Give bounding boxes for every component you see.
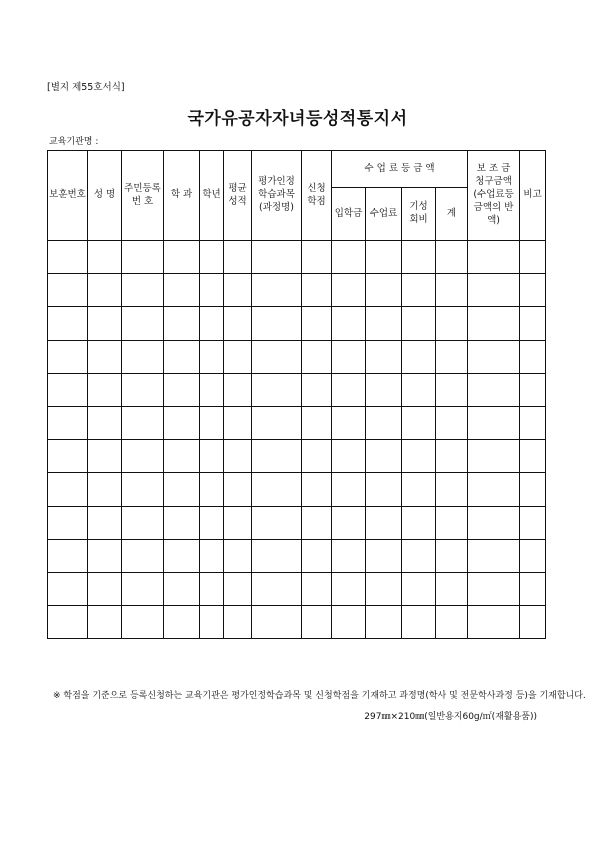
table-row xyxy=(48,572,546,605)
table-row xyxy=(48,539,546,572)
table-cell[interactable] xyxy=(252,572,302,605)
table-cell[interactable] xyxy=(122,440,164,473)
table-cell[interactable] xyxy=(366,241,402,274)
table-cell[interactable] xyxy=(252,539,302,572)
table-cell[interactable] xyxy=(302,539,332,572)
table-cell[interactable] xyxy=(122,274,164,307)
page-title: 국가유공자자녀등성적통지서 xyxy=(187,109,408,129)
table-cell[interactable] xyxy=(200,373,224,406)
table-cell[interactable] xyxy=(200,406,224,439)
table-cell[interactable] xyxy=(520,440,546,473)
table-cell[interactable] xyxy=(468,274,520,307)
table-cell[interactable] xyxy=(48,506,88,539)
table-cell[interactable] xyxy=(122,606,164,639)
table-cell[interactable] xyxy=(402,307,436,340)
table-cell[interactable] xyxy=(402,241,436,274)
table-cell[interactable] xyxy=(88,606,122,639)
table-cell[interactable] xyxy=(302,274,332,307)
table-cell[interactable] xyxy=(122,506,164,539)
table-cell[interactable] xyxy=(468,406,520,439)
table-cell[interactable] xyxy=(200,340,224,373)
table-cell[interactable] xyxy=(436,406,468,439)
header-admission-fee: 입학금 xyxy=(332,188,366,241)
table-cell[interactable] xyxy=(332,241,366,274)
table-cell[interactable] xyxy=(436,373,468,406)
table-cell[interactable] xyxy=(520,406,546,439)
table-cell[interactable] xyxy=(164,406,200,439)
table-cell[interactable] xyxy=(402,506,436,539)
table-cell[interactable] xyxy=(88,473,122,506)
table-cell[interactable] xyxy=(252,340,302,373)
table-cell[interactable] xyxy=(436,440,468,473)
table-cell[interactable] xyxy=(200,606,224,639)
table-cell[interactable] xyxy=(224,506,252,539)
table-cell[interactable] xyxy=(366,340,402,373)
table-cell[interactable] xyxy=(48,406,88,439)
header-department: 학 과 xyxy=(164,151,200,241)
table-cell[interactable] xyxy=(252,606,302,639)
table-row xyxy=(48,307,546,340)
table-cell[interactable] xyxy=(200,506,224,539)
table-cell[interactable] xyxy=(88,373,122,406)
table-cell[interactable] xyxy=(200,473,224,506)
table-cell[interactable] xyxy=(252,406,302,439)
header-tuition-group: 수 업 료 등 금 액 xyxy=(332,151,468,188)
table-cell[interactable] xyxy=(48,539,88,572)
table-cell[interactable] xyxy=(200,274,224,307)
table-cell[interactable] xyxy=(332,307,366,340)
table-cell[interactable] xyxy=(436,340,468,373)
header-student-no: 보훈번호 xyxy=(48,151,88,241)
table-cell[interactable] xyxy=(122,572,164,605)
table-cell[interactable] xyxy=(252,241,302,274)
table-cell[interactable] xyxy=(200,440,224,473)
table-cell[interactable] xyxy=(436,506,468,539)
grade-report-table xyxy=(47,150,546,639)
paper-size-note: 297㎜×210㎜(일반용지60g/㎡(재활용품)) xyxy=(364,712,537,722)
table-cell[interactable] xyxy=(224,539,252,572)
table-cell[interactable] xyxy=(520,373,546,406)
table-cell[interactable] xyxy=(332,539,366,572)
table-cell[interactable] xyxy=(332,440,366,473)
form-number: [별지 제55호서식] xyxy=(47,82,125,93)
table-cell[interactable] xyxy=(332,373,366,406)
table-row xyxy=(48,274,546,307)
header-courses: 평가인정 학습과목 (과정명) xyxy=(252,151,302,241)
table-cell[interactable] xyxy=(332,406,366,439)
table-cell[interactable] xyxy=(302,572,332,605)
table-cell[interactable] xyxy=(200,539,224,572)
table-cell[interactable] xyxy=(252,440,302,473)
table-cell[interactable] xyxy=(436,606,468,639)
table-cell[interactable] xyxy=(520,241,546,274)
table-cell[interactable] xyxy=(88,506,122,539)
table-cell[interactable] xyxy=(252,274,302,307)
table-cell[interactable] xyxy=(520,307,546,340)
table-cell[interactable] xyxy=(200,307,224,340)
table-cell[interactable] xyxy=(224,406,252,439)
table-cell[interactable] xyxy=(48,373,88,406)
table-cell[interactable] xyxy=(302,440,332,473)
table-cell[interactable] xyxy=(48,340,88,373)
table-cell[interactable] xyxy=(88,274,122,307)
table-cell[interactable] xyxy=(366,440,402,473)
table-cell[interactable] xyxy=(520,606,546,639)
table-cell[interactable] xyxy=(88,572,122,605)
table-row xyxy=(48,473,546,506)
table-row xyxy=(48,506,546,539)
table-row xyxy=(48,406,546,439)
table-cell[interactable] xyxy=(48,606,88,639)
table-cell[interactable] xyxy=(468,440,520,473)
institution-label: 교육기관명 : xyxy=(49,137,99,147)
header-average: 평균 성적 xyxy=(224,151,252,241)
table-cell[interactable] xyxy=(468,340,520,373)
table-cell[interactable] xyxy=(302,506,332,539)
table-cell[interactable] xyxy=(402,340,436,373)
table-cell[interactable] xyxy=(402,440,436,473)
table-cell[interactable] xyxy=(366,606,402,639)
table-cell[interactable] xyxy=(468,307,520,340)
table-cell[interactable] xyxy=(436,274,468,307)
table-cell[interactable] xyxy=(302,241,332,274)
table-cell[interactable] xyxy=(302,473,332,506)
table-cell[interactable] xyxy=(366,473,402,506)
table-cell[interactable] xyxy=(402,406,436,439)
table-cell[interactable] xyxy=(468,241,520,274)
table-cell[interactable] xyxy=(224,241,252,274)
table-cell[interactable] xyxy=(366,539,402,572)
header-total: 계 xyxy=(436,188,468,241)
header-credits: 신청 학점 xyxy=(302,151,332,241)
table-cell[interactable] xyxy=(48,241,88,274)
header-subsidy: 보 조 금 청구금액 (수업료등 금액의 반액) xyxy=(468,151,520,241)
table-cell[interactable] xyxy=(200,241,224,274)
table-cell[interactable] xyxy=(164,440,200,473)
table-cell[interactable] xyxy=(224,340,252,373)
table-cell[interactable] xyxy=(520,572,546,605)
table-cell[interactable] xyxy=(332,274,366,307)
table-cell[interactable] xyxy=(366,307,402,340)
footnote: ※ 학점을 기준으로 등록신청하는 교육기관은 평가인정학습과목 및 신청학점을 기재하고 과정명(학사 및 전문학사과정 등)을 기재합니다. xyxy=(53,691,586,701)
table-cell[interactable] xyxy=(332,572,366,605)
table-cell[interactable] xyxy=(200,572,224,605)
header-tuition: 수업료 xyxy=(366,188,402,241)
table-cell[interactable] xyxy=(122,406,164,439)
table-cell[interactable] xyxy=(88,406,122,439)
table-cell[interactable] xyxy=(402,539,436,572)
table-cell[interactable] xyxy=(48,473,88,506)
table-cell[interactable] xyxy=(302,406,332,439)
table-cell[interactable] xyxy=(88,539,122,572)
table-cell[interactable] xyxy=(122,340,164,373)
table-cell[interactable] xyxy=(164,274,200,307)
table-cell[interactable] xyxy=(302,373,332,406)
table-cell[interactable] xyxy=(48,307,88,340)
table-cell[interactable] xyxy=(224,274,252,307)
table-cell[interactable] xyxy=(164,606,200,639)
table-cell[interactable] xyxy=(468,473,520,506)
table-cell[interactable] xyxy=(402,373,436,406)
table-row xyxy=(48,373,546,406)
table-cell[interactable] xyxy=(520,274,546,307)
table-cell[interactable] xyxy=(366,274,402,307)
table-cell[interactable] xyxy=(224,473,252,506)
header-supporters-fee: 기성 회비 xyxy=(402,188,436,241)
table-cell[interactable] xyxy=(252,307,302,340)
table-cell[interactable] xyxy=(436,241,468,274)
table-cell[interactable] xyxy=(88,241,122,274)
table-cell[interactable] xyxy=(468,572,520,605)
table-cell[interactable] xyxy=(366,572,402,605)
table-cell[interactable] xyxy=(366,506,402,539)
table-cell[interactable] xyxy=(252,473,302,506)
table-cell[interactable] xyxy=(164,572,200,605)
table-cell[interactable] xyxy=(436,539,468,572)
table-cell[interactable] xyxy=(332,340,366,373)
table-cell[interactable] xyxy=(332,606,366,639)
table-cell[interactable] xyxy=(122,373,164,406)
table-cell[interactable] xyxy=(224,572,252,605)
header-remarks: 비고 xyxy=(520,151,546,241)
table-cell[interactable] xyxy=(402,606,436,639)
table-cell[interactable] xyxy=(224,606,252,639)
table-cell[interactable] xyxy=(436,307,468,340)
table-cell[interactable] xyxy=(436,473,468,506)
table-cell[interactable] xyxy=(402,572,436,605)
table-cell[interactable] xyxy=(164,473,200,506)
table-cell[interactable] xyxy=(122,539,164,572)
table-cell[interactable] xyxy=(164,340,200,373)
table-cell[interactable] xyxy=(164,373,200,406)
table-cell[interactable] xyxy=(252,373,302,406)
table-row xyxy=(48,440,546,473)
table-cell[interactable] xyxy=(520,473,546,506)
table-cell[interactable] xyxy=(164,307,200,340)
table-cell[interactable] xyxy=(332,473,366,506)
table-cell[interactable] xyxy=(122,241,164,274)
table-cell[interactable] xyxy=(436,572,468,605)
table-cell[interactable] xyxy=(468,606,520,639)
table-cell[interactable] xyxy=(224,373,252,406)
table-cell[interactable] xyxy=(224,307,252,340)
table-body xyxy=(48,241,546,639)
table-cell[interactable] xyxy=(366,373,402,406)
table-cell[interactable] xyxy=(88,340,122,373)
table-cell[interactable] xyxy=(468,539,520,572)
table-cell[interactable] xyxy=(122,473,164,506)
header-resident-no: 주민등록 번 호 xyxy=(122,151,164,241)
table-cell[interactable] xyxy=(402,473,436,506)
table-cell[interactable] xyxy=(366,406,402,439)
table-cell[interactable] xyxy=(164,539,200,572)
table-cell[interactable] xyxy=(402,274,436,307)
header-name: 성 명 xyxy=(88,151,122,241)
table-cell[interactable] xyxy=(468,506,520,539)
table-cell[interactable] xyxy=(302,606,332,639)
table-cell[interactable] xyxy=(48,572,88,605)
table-cell[interactable] xyxy=(302,340,332,373)
table-row xyxy=(48,606,546,639)
table-cell[interactable] xyxy=(88,440,122,473)
table-cell[interactable] xyxy=(164,241,200,274)
table-cell[interactable] xyxy=(302,307,332,340)
table-cell[interactable] xyxy=(332,506,366,539)
table-cell[interactable] xyxy=(520,539,546,572)
table-cell[interactable] xyxy=(224,440,252,473)
header-grade: 학년 xyxy=(200,151,224,241)
table-row xyxy=(48,241,546,274)
table-cell[interactable] xyxy=(48,274,88,307)
table-cell[interactable] xyxy=(48,440,88,473)
table-cell[interactable] xyxy=(164,506,200,539)
table-cell[interactable] xyxy=(252,506,302,539)
table-cell[interactable] xyxy=(88,307,122,340)
table-cell[interactable] xyxy=(520,340,546,373)
table-cell[interactable] xyxy=(122,307,164,340)
table-row xyxy=(48,340,546,373)
table-cell[interactable] xyxy=(520,506,546,539)
table-cell[interactable] xyxy=(468,373,520,406)
